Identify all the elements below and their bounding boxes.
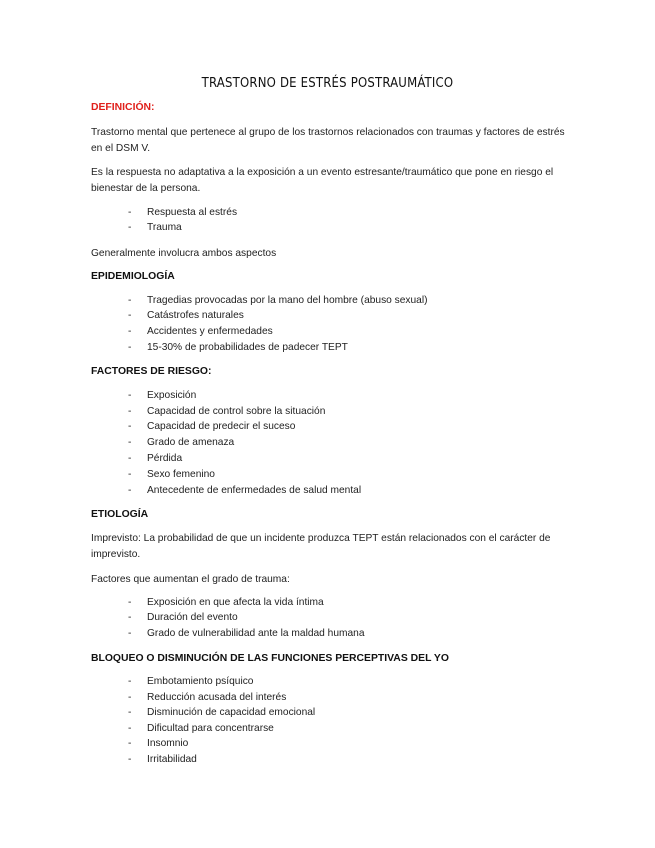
list-item: - Disminución de capacidad emocional bbox=[128, 707, 316, 718]
list-item: - Exposición bbox=[128, 390, 197, 401]
list-item: - Trauma bbox=[128, 222, 182, 233]
heading-epidemiologia: EPIDEMIOLOGÍA bbox=[91, 271, 175, 282]
list-item: - Exposición en que afecta la vida íntima bbox=[128, 597, 324, 608]
list-item: - Respuesta al estrés bbox=[128, 207, 238, 218]
list-item: - Duración del evento bbox=[128, 612, 238, 623]
list-item: - Insomnio bbox=[128, 738, 189, 749]
document-title: TRASTORNO DE ESTRÉS POSTRAUMÁTICO bbox=[201, 76, 454, 91]
heading-factores-de-riesgo: FACTORES DE RIESGO: bbox=[91, 366, 212, 377]
heading-etiologia: ETIOLOGÍA bbox=[91, 509, 149, 520]
list-item: - Irritabilidad bbox=[128, 754, 197, 765]
list-item: - Sexo femenino bbox=[128, 469, 215, 480]
etiologia-paragraph-1: Imprevisto: La probabilidad de que un incidente produzca TEPT están relacionados con el carácter de imprevisto. bbox=[91, 533, 551, 560]
list-item: - Embotamiento psíquico bbox=[128, 676, 254, 687]
definicion-paragraph-2: Es la respuesta no adaptativa a la exposición a un evento estresante/traumático que pone en riesgo el bienestar de la persona. bbox=[91, 167, 554, 194]
list-item: - Accidentes y enfermedades bbox=[128, 326, 273, 337]
list-item: - Grado de amenaza bbox=[128, 437, 235, 448]
heading-bloqueo: BLOQUEO O DISMINUCIÓN DE LAS FUNCIONES PERCEPTIVAS DEL YO bbox=[91, 653, 449, 664]
list-item: - Dificultad para concentrarse bbox=[128, 723, 274, 734]
heading-definicion: DEFINICIÓN: bbox=[91, 102, 155, 113]
list-item: - 15-30% de probabilidades de padecer TEPT bbox=[128, 342, 348, 353]
list-item: - Reducción acusada del interés bbox=[128, 692, 287, 703]
list-item: - Grado de vulnerabilidad ante la maldad humana bbox=[128, 628, 365, 639]
list-item: - Catástrofes naturales bbox=[128, 310, 244, 321]
definicion-note: Generalmente involucra ambos aspectos bbox=[91, 248, 277, 259]
list-item: - Pérdida bbox=[128, 453, 183, 464]
definicion-paragraph-1: Trastorno mental que pertenece al grupo de los trastornos relacionados con traumas y factores de estrés en el DSM V. bbox=[91, 127, 565, 154]
list-item: - Antecedente de enfermedades de salud mental bbox=[128, 485, 362, 496]
list-item: - Capacidad de control sobre la situación bbox=[128, 406, 326, 417]
list-item: - Tragedias provocadas por la mano del hombre (abuso sexual) bbox=[128, 295, 428, 306]
list-item: - Capacidad de predecir el suceso bbox=[128, 421, 296, 432]
etiologia-paragraph-2: Factores que aumentan el grado de trauma: bbox=[91, 574, 290, 585]
